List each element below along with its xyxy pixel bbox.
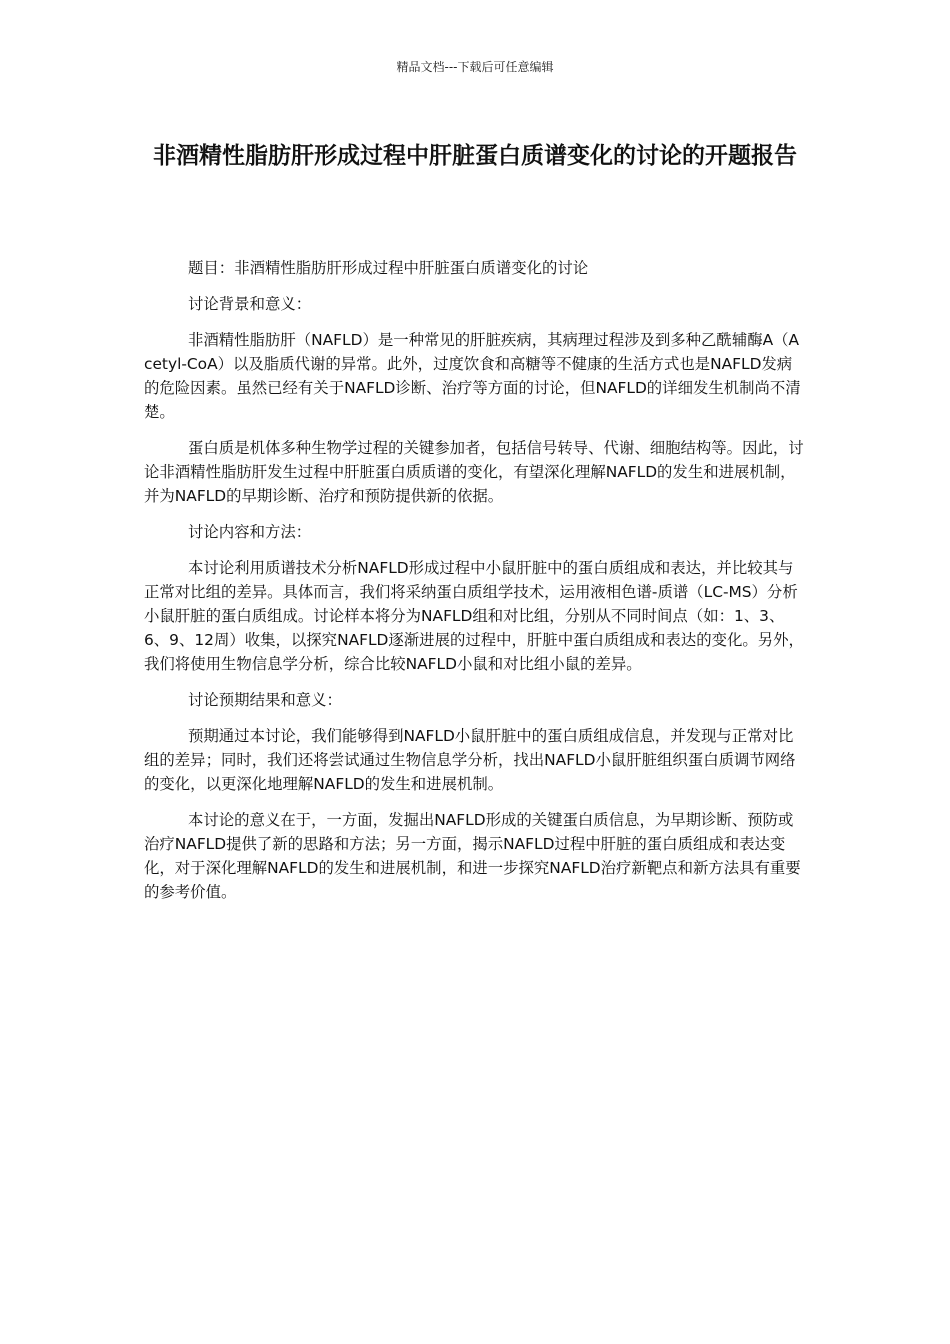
paragraph-methods: 本讨论利用质谱技术分析NAFLD形成过程中小鼠肝脏中的蛋白质组成和表达，并比较其与正常对比组的差异。具体而言，我们将采纳蛋白质组学技术，运用液相色谱-质谱（LC-MS）分析小鼠肝脏的蛋白质组成。讨论样本将分为NAFLD组和对比组，分别从不同时间点（如：1、3、6、9、12周）收集，以探究NAFLD逐渐进展的过程中，肝脏中蛋白质组成和表达的变化。另外，我们将使用生物信息学分析，综合比较NAFLD小鼠和对比组小鼠的差异。 <box>144 559 804 673</box>
section-heading-expected-results: 讨论预期结果和意义： <box>188 691 342 709</box>
paragraph-expected-results: 预期通过本讨论，我们能够得到NAFLD小鼠肝脏中的蛋白质组成信息，并发现与正常对比组的差异；同时，我们还将尝试通过生物信息学分析，找出NAFLD小鼠肝脏组织蛋白质调节网络的变化，以更深化地理解NAFLD的发生和进展机制。 <box>144 727 796 793</box>
document-body <box>144 256 806 916</box>
paragraph-background-1: 非酒精性脂肪肝（NAFLD）是一种常见的肝脏疾病，其病理过程涉及到多种乙酰辅酶A（Acetyl-CoA）以及脂质代谢的异常。此外，过度饮食和高糖等不健康的生活方式也是NAFLD发病的危险因素。虽然已经有关于NAFLD诊断、治疗等方面的讨论，但NAFLD的详细发生机制尚不清楚。 <box>144 331 801 421</box>
topic-line: 题目：非酒精性脂肪肝形成过程中肝脏蛋白质谱变化的讨论 <box>188 259 589 277</box>
paragraph-background-2: 蛋白质是机体多种生物学过程的关键参加者，包括信号转导、代谢、细胞结构等。因此，讨论非酒精性脂肪肝发生过程中肝脏蛋白质质谱的变化，有望深化理解NAFLD的发生和进展机制，并为NAFLD的早期诊断、治疗和预防提供新的依据。 <box>144 439 804 505</box>
paragraph-significance: 本讨论的意义在于，一方面，发掘出NAFLD形成的关键蛋白质信息，为早期诊断、预防或治疗NAFLD提供了新的思路和方法；另一方面，揭示NAFLD过程中肝脏的蛋白质组成和表达变化，对于深化理解NAFLD的发生和进展机制，和进一步探究NAFLD治疗新靶点和新方法具有重要的参考价值。 <box>144 811 801 901</box>
document-title: 非酒精性脂肪肝形成过程中肝脏蛋白质谱变化的讨论的开题报告 <box>153 143 797 169</box>
section-heading-background: 讨论背景和意义： <box>188 295 312 313</box>
section-heading-methods: 讨论内容和方法： <box>188 523 312 541</box>
page-header-note: 精品文档---下载后可任意编辑 <box>396 60 554 74</box>
